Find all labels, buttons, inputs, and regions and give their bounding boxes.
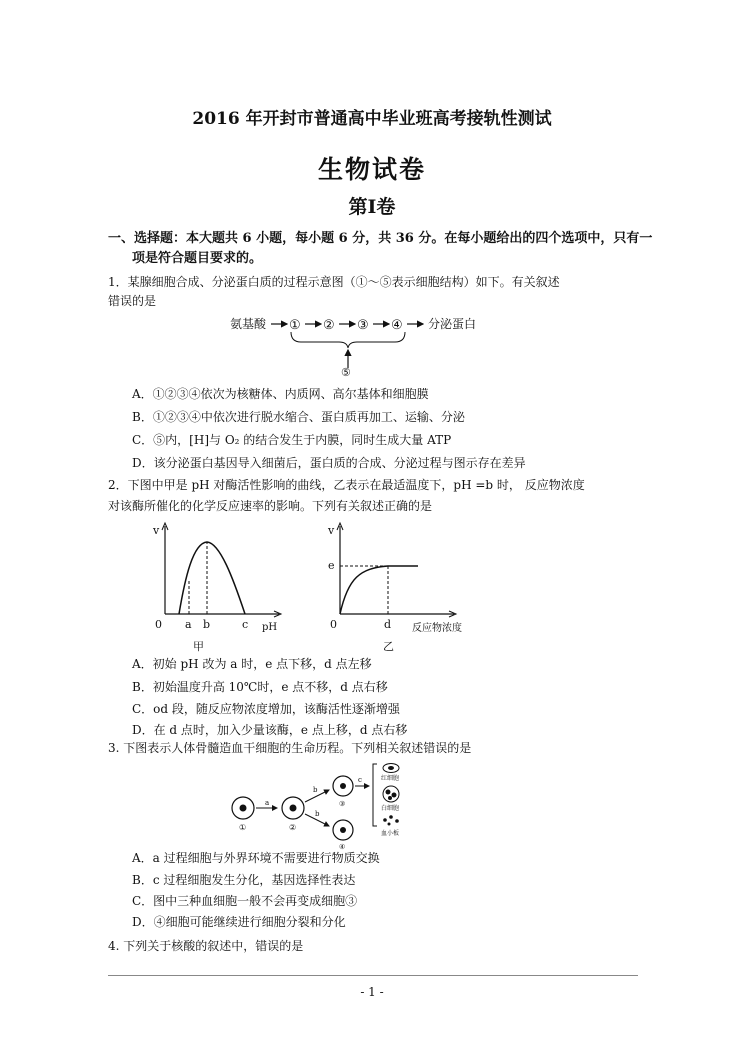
section-instructions-line2: 项是符合题目要求的。 [132,251,263,266]
q2-chart-yi [320,518,480,653]
exam-title: 2016 年开封市普通高中毕业班高考接轨性测试 [192,109,552,129]
jia-tick-b: b [203,618,211,631]
section-instructions-line1: 一、选择题：本大题共 6 小题，每小题 6 分，共 36 分。在每小题给出的四个选项中，只有一 [108,231,653,246]
q1-option-c: C．⑤内，[H]与 O₂ 的结合发生于内膜，同时生成大量 ATP [132,433,452,447]
q3-stem: 3. 下图表示人体骨髓造血干细胞的生命历程。下列相关叙述错误的是 [108,741,472,755]
jia-origin: 0 [155,618,162,631]
jia-xlabel: pH [262,622,278,633]
q1-step-1: ① [289,318,301,333]
q3-cell-diagram [225,760,425,850]
svg-text:b: b [315,810,320,818]
q1-stem-line2: 错误的是 [108,294,157,308]
q1-process-diagram [225,310,515,378]
q1-option-a: A．①②③④依次为核糖体、内质网、高尔基体和细胞膜 [132,387,429,401]
svg-text:④: ④ [339,843,346,850]
q1-stem-line1: 1．某腺细胞合成、分泌蛋白质的过程示意图（①～⑤表示细胞结构）如下。有关叙述 [108,275,560,289]
yi-caption: 乙 [383,640,394,653]
q1-step-3: ③ [357,318,369,333]
q1-option-b: B．①②③④中依次进行脱水缩合、蛋白质再加工、运输、分泌 [132,410,465,424]
yi-origin: 0 [330,618,337,631]
yi-ylabel: v [328,524,335,537]
svg-text:血小板: 血小板 [381,830,400,837]
footer-divider [108,975,638,976]
subject-title: 生物试卷 [317,155,426,184]
svg-text:白细胞: 白细胞 [381,805,400,812]
q1-output-label: 分泌蛋白 [428,317,477,331]
page-number: - 1 - [360,985,384,999]
q3-platelets [383,818,387,822]
jia-tick-a: a [185,618,192,631]
svg-text:红细胞: 红细胞 [381,775,400,782]
svg-text:③: ③ [339,800,346,808]
q2-option-c: C．od 段，随反应物浓度增加，该酶活性逐渐增强 [132,702,400,716]
volume-title: 第Ⅰ卷 [348,196,396,218]
yi-e-label: e [328,559,335,572]
q3-option-c: C．图中三种血细胞一般不会再变成细胞③ [132,894,358,908]
jia-tick-c: c [242,618,249,631]
yi-curve [340,566,418,614]
q4-stem: 4. 下列关于核酸的叙述中，错误的是 [108,939,304,953]
q2-stem-line1: 2．下图中甲是 pH 对酶活性影响的曲线，乙表示在最适温度下，pH =b 时， 反应物浓度 [108,478,585,492]
svg-text:b: b [313,786,318,794]
svg-text:c: c [358,776,362,784]
yi-xlabel: 反应物浓度 [412,623,462,634]
svg-text:a: a [265,799,270,807]
yi-tick-d: d [384,618,392,631]
q2-stem-line2: 对该酶所催化的化学反应速率的影响。下列有关叙述正确的是 [108,499,433,513]
jia-caption: 甲 [193,640,204,653]
q2-option-d: D．在 d 点时，加入少量该酶，e 点上移，d 点右移 [132,723,408,737]
q1-step-5: ⑤ [341,366,351,378]
svg-text:②: ② [289,823,297,832]
q3-option-d: D．④细胞可能继续进行细胞分裂和分化 [132,915,346,929]
q1-step-2: ② [323,318,335,333]
q1-input-label: 氨基酸 [230,317,267,331]
svg-text:①: ① [239,823,247,832]
q1-step-4: ④ [391,318,403,333]
q3-option-b: B．c 过程细胞发生分化，基因选择性表达 [132,873,356,887]
q3-option-a: A．a 过程细胞与外界环境不需要进行物质交换 [132,851,380,865]
jia-ylabel: v [153,524,160,537]
q2-option-a: A．初始 pH 改为 a 时，e 点下移，d 点左移 [132,657,372,671]
q1-option-d: D．该分泌蛋白基因导入细菌后，蛋白质的合成、分泌过程与图示存在差异 [132,456,526,470]
q2-chart-jia [145,518,285,653]
q2-option-b: B．初始温度升高 10℃时，e 点不移，d 点右移 [132,680,388,694]
